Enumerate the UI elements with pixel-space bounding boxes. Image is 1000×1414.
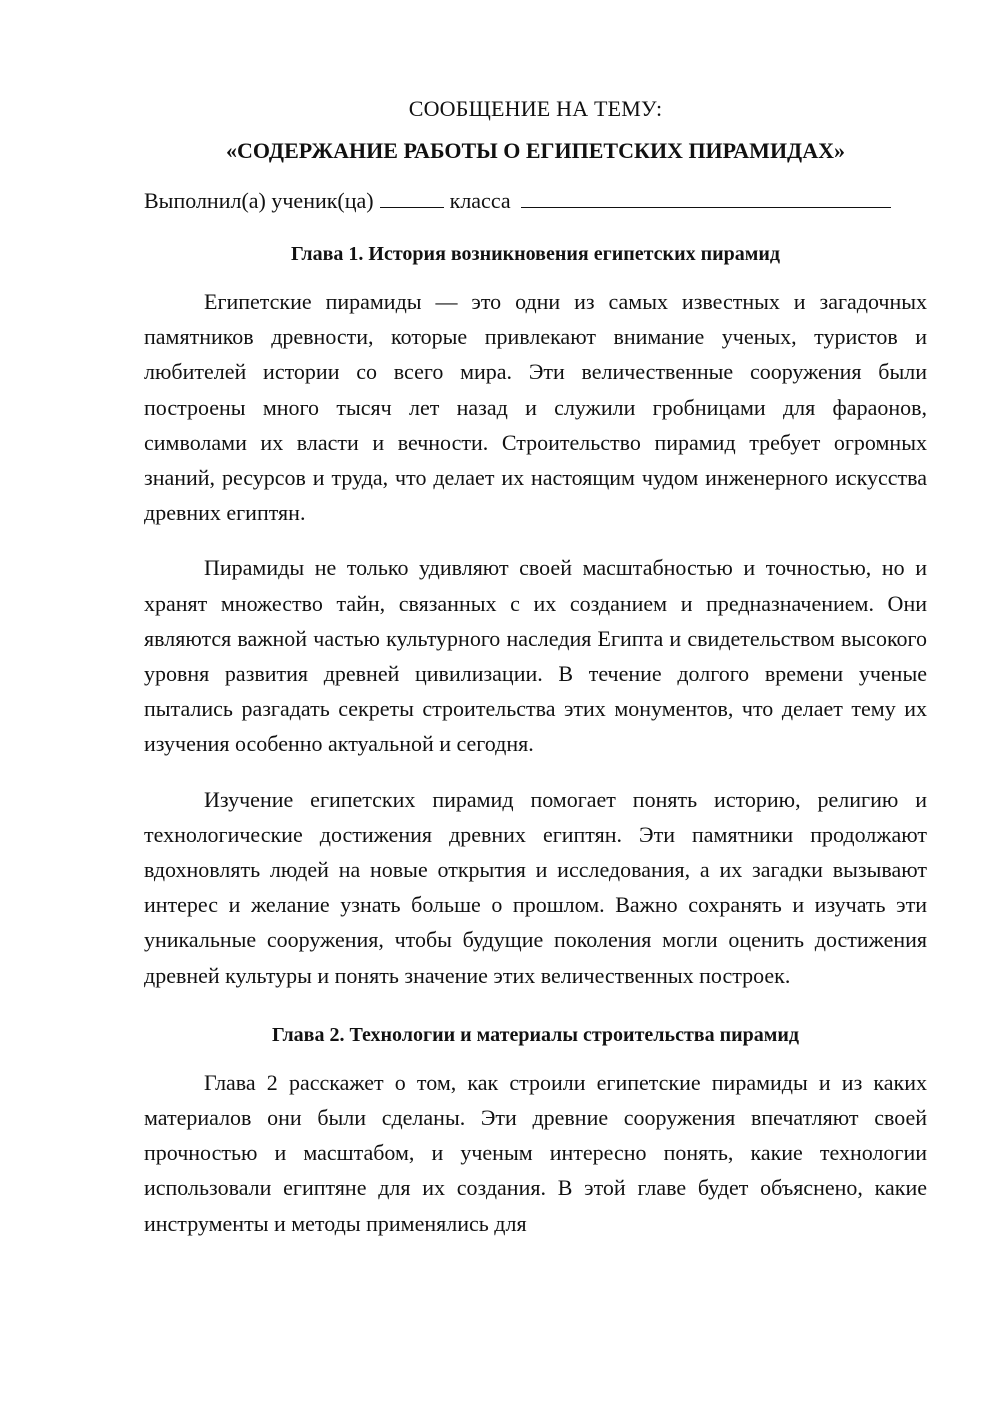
document-topic-title: «СОДЕРЖАНИЕ РАБОТЫ О ЕГИПЕТСКИХ ПИРАМИДАХ»	[226, 138, 845, 163]
paragraph: Глава 2 расскажет о том, как строили египетские пирамиды и из каких материалов они были сделаны. Эти древние сооружения впечатляют своей прочностью и масштабом, и ученым интересно понять, какие технологии использовали египтяне для их создания. В этой главе будет объяснено, какие инструменты и методы применялись для	[144, 1069, 927, 1236]
chapter-heading: Глава 1. История возникновения египетских пирамид	[290, 243, 781, 265]
paragraph: Изучение египетских пирамид помогает понять историю, религию и технологические достижения древних египтян. Эти памятники продолжают вдохновлять людей на новые открытия и исследования, а их загадки вызывают интерес и желание узнать больше о прошлом. Важно сохранять и изучать эти уникальные сооружения, чтобы будущие поколения могли оценить достижения древней культуры и понять значение этих величественных построек.	[144, 786, 927, 988]
student-name-blank	[521, 185, 891, 208]
class-number-blank	[380, 185, 444, 208]
paragraph: Египетские пирамиды — это одни из самых известных и загадочных памятников древности, которые привлекают внимание ученых, туристов и любителей истории со всего мира. Эти величественные сооружения были построены много тысяч лет назад и служили гробницами для фараонов, символами их власти и вечности. Строительство пирамид требует огромных знаний, ресурсов и труда, что делает их настоящим чудом инженерного искусства древних египтян.	[144, 289, 927, 526]
document-label: СООБЩЕНИЕ НА ТЕМУ:	[408, 96, 663, 121]
author-line	[144, 184, 927, 218]
chapter-heading: Глава 2. Технологии и материалы строительства пирамид	[271, 1023, 800, 1046]
author-class-word: класса	[449, 188, 511, 213]
document-content	[144, 92, 927, 1241]
paragraph: Пирамиды не только удивляют своей масштабностью и точностью, но и хранят множество тайн, связанных с их созданием и предназначением. Они являются важной частью культурного наследия Египта и свидетельством высокого уровня развития древней цивилизации. В течение долгого времени ученые пытались разгадать секреты строительства этих монументов, что делает тему их изучения особенно актуальной и сегодня.	[144, 555, 927, 757]
author-prefix: Выполнил(а) ученик(ца)	[144, 188, 374, 213]
